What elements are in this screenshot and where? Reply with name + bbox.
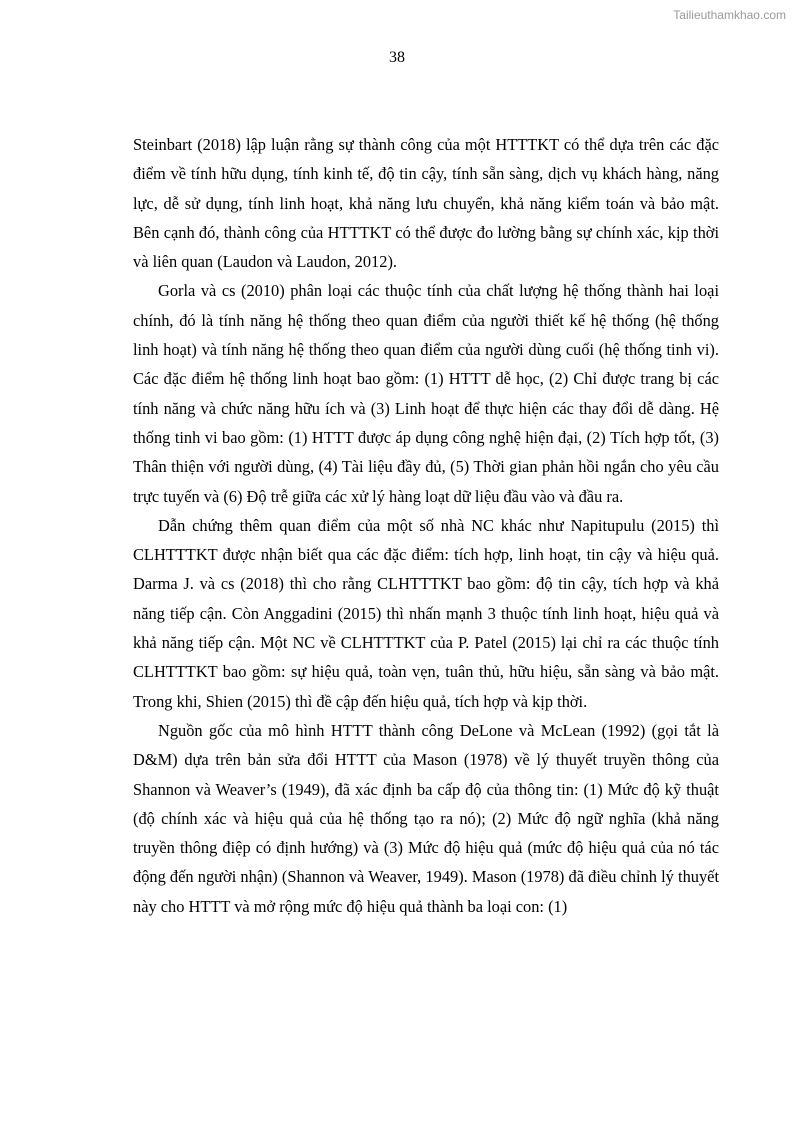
paragraph: Gorla và cs (2010) phân loại các thuộc tính của chất lượng hệ thống thành hai loại chính, đó là tính năng hệ thống theo quan điểm của người thiết kế hệ thống (hệ thống linh hoạt) và tính năng hệ thống theo quan điểm của người dùng cuối (hệ thống tinh vi). Các đặc điểm hệ thống linh hoạt bao gồm: (1) HTTT dễ học, (2) Chỉ được trang bị các tính năng và chức năng hữu ích và (3) Linh hoạt để thực hiện các thay đổi dễ dàng. Hệ thống tinh vi bao gồm: (1) HTTT được áp dụng công nghệ hiện đại, (2) Tích hợp tốt, (3) Thân thiện với người dùng, (4) Tài liệu đầy đủ, (5) Thời gian phản hồi ngắn cho yêu cầu trực tuyến và (6) Độ trễ giữa các xử lý hàng loạt dữ liệu đầu vào và đầu ra. [133,281,719,506]
page-number: 38 [389,49,405,66]
paragraph: Nguồn gốc của mô hình HTTT thành công DeLone và McLean (1992) (gọi tắt là D&M) dựa trên bản sửa đổi HTTT của Mason (1978) về lý thuyết truyền thông của Shannon và Weaver’s (1949), đã xác định ba cấp độ của thông tin: (1) Mức độ kỹ thuật (độ chính xác và hiệu quả của hệ thống tạo ra nó); (2) Mức độ ngữ nghĩa (khả năng truyền thông điệp có định hướng) và (3) Mức độ hiệu quả (mức độ hiệu quả của nó tác động đến người nhận) (Shannon và Weaver, 1949). Mason (1978) đã điều chỉnh lý thuyết này cho HTTT và mở rộng mức độ hiệu quả thành ba loại con: (1) [133,720,719,916]
paragraph: Dẫn chứng thêm quan điểm của một số nhà NC khác như Napitupulu (2015) thì CLHTTTKT được nhận biết qua các đặc điểm: tích hợp, linh hoạt, tin cậy và hiệu quả. Darma J. và cs (2018) thì cho rằng CLHTTTKT bao gồm: độ tin cậy, tích hợp và khả năng tiếp cận. Còn Anggadini (2015) thì nhấn mạnh 3 thuộc tính linh hoạt, hiệu quả và khả năng tiếp cận. Một NC về CLHTTTKT của P. Patel (2015) lại chỉ ra các thuộc tính CLHTTTKT bao gồm: sự hiệu quả, toàn vẹn, tuân thủ, hữu hiệu, sẵn sàng và bảo mật. Trong khi, Shien (2015) thì đề cập đến hiệu quả, tích hợp và kịp thời. [133,515,719,711]
watermark: Tailieuthamkhao.com [673,8,786,22]
document-body [133,130,719,921]
paragraph: Steinbart (2018) lập luận rằng sự thành công của một HTTTKT có thể dựa trên các đặc điểm về tính hữu dụng, tính kinh tế, độ tin cậy, tính sẵn sàng, dịch vụ khách hàng, năng lực, dễ sử dụng, tính linh hoạt, khả năng lưu chuyển, khả năng kiểm toán và bảo mật. Bên cạnh đó, thành công của HTTTKT có thể được đo lường bằng sự chính xác, kịp thời và liên quan (Laudon và Laudon, 2012). [133,135,719,272]
